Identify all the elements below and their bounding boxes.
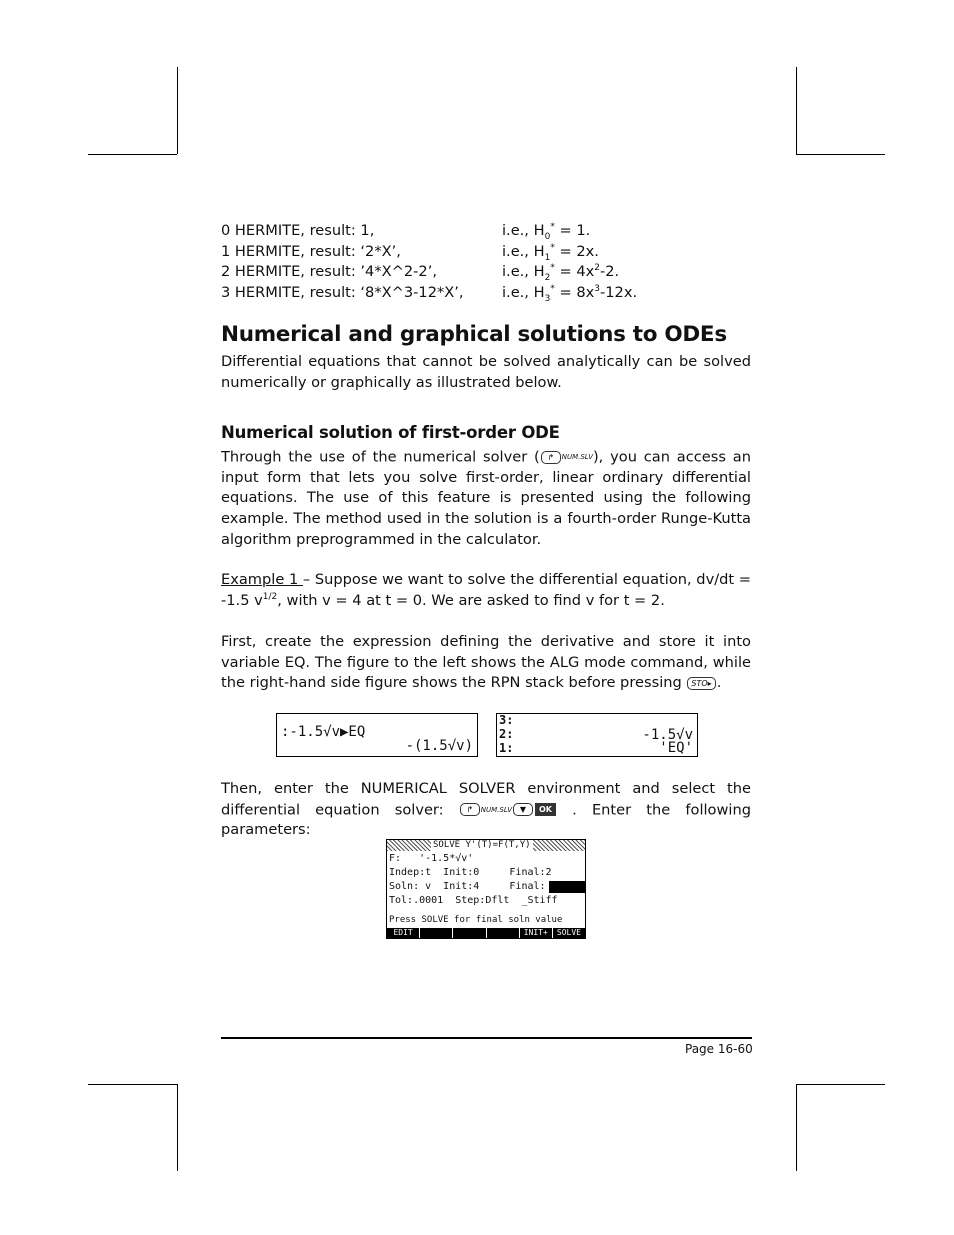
crop-mark: [796, 1084, 885, 1085]
softkey-solve: SOLVE: [556, 928, 581, 937]
arrow-down-key-icon: ▼: [513, 803, 533, 816]
paragraph-example: Example 1 – Suppose we want to solve the differential equation, dv/dt = -1.5 $v^{1/2}$, with v = 4 at t = 0. We are asked to find v for t = 2.: [221, 571, 751, 609]
section-intro: Differential equations that cannot be solved analytically can be solved numerically or graphically as illustrated below.: [221, 353, 751, 391]
field-indep: Indep:t Init:0 Final:2: [389, 867, 552, 878]
softkey-blank: [453, 928, 486, 938]
stack-level-2: 2:: [499, 727, 514, 741]
softkey-blank: [487, 928, 520, 938]
crop-mark: [177, 67, 178, 154]
softkey-edit: EDIT: [387, 928, 420, 938]
final-highlight: [549, 881, 585, 893]
field-tol: Tol:.0001 Step:Dflt _Stiff: [389, 895, 558, 906]
alg-result-line: -(1.5√v): [405, 738, 473, 754]
rpn-stack-screen: [496, 713, 698, 757]
stack-value-1: 'EQ': [659, 740, 693, 756]
subsection-title: Numerical solution of first-order ODE: [221, 423, 560, 442]
stack-value-2: -1.5√v: [642, 727, 693, 743]
crop-mark: [88, 154, 177, 155]
sto-key-icon: STO▸: [687, 677, 715, 690]
crop-mark: [177, 1084, 178, 1171]
section-title: Numerical and graphical solutions to ODEs: [221, 322, 727, 347]
paragraph-create-eq: First, create the expression defining the derivative and store it into variable EQ. The figure to the left shows the ALG mode command, while the right-hand side figure shows the RPN stack before pressing STO▸ .: [221, 633, 751, 692]
alg-mode-screen: [276, 713, 478, 757]
paragraph-solver: Through the use of the numerical solver ( ↱ NUM.SLV), you can access an input form that lets you solve first-order, linear ordinary differential equations. The use of this feature is presented using the following example. The method used in the solution is a fourth-order Runge-Kutta algorithm preprogrammed in the calculator.: [221, 448, 751, 548]
crop-mark: [796, 154, 885, 155]
solve-ode-screen: [386, 839, 586, 939]
stack-level-3: 3:: [499, 713, 514, 727]
crop-mark: [796, 67, 797, 154]
ok-softkey-icon: OK: [535, 803, 556, 816]
page-number: Page 16-60: [685, 1042, 753, 1056]
stack-level-1: 1:: [499, 741, 514, 755]
softkey-init: INIT+: [520, 928, 553, 938]
footer-rule: [221, 1037, 752, 1039]
right-shift-key-icon: ↱: [541, 451, 561, 464]
alg-command-line: :-1.5√v▶EQ: [281, 724, 366, 740]
softkey-blank: [420, 928, 453, 938]
crop-mark: [88, 1084, 177, 1085]
crop-mark: [796, 1084, 797, 1171]
screen-title: SOLVE Y'(T)=F(T,Y): [433, 840, 531, 850]
field-f: F: '-1.5*√v': [389, 853, 474, 864]
paragraph-numerical-solver: Then, enter the NUMERICAL SOLVER environment and select the differential equation solver: ↱ NUM.SLV ▼ OK . Enter the following parameters:: [221, 780, 751, 839]
help-line: Press SOLVE for final soln value: [389, 915, 563, 925]
softkey-bar: [387, 928, 585, 938]
field-soln: Soln: v Init:4 Final:: [389, 881, 546, 892]
right-shift-key-icon: ↱: [460, 803, 480, 816]
